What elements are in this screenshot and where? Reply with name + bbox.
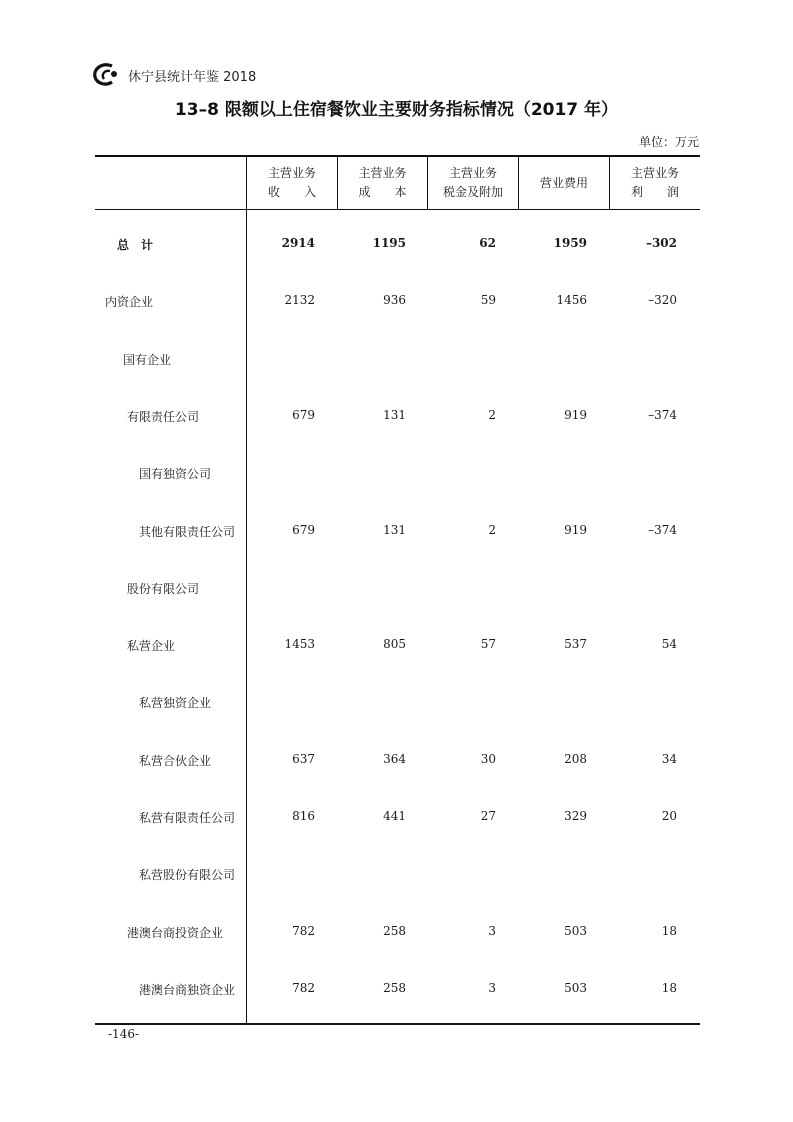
table-cell: 27 [480,809,496,823]
table-cell: 18 [661,923,677,938]
table-row [95,752,700,772]
table-cell: 503 [564,923,587,938]
table-cell: 30 [480,751,496,766]
column-header-line: 税金及附加 [442,185,503,199]
table-row [95,465,700,485]
table-cell: –374 [648,407,677,422]
table-cell: 131 [383,407,406,422]
table-cell: 782 [292,980,315,995]
table-cell: 2914 [281,236,315,250]
table-row [95,866,700,886]
column-header-line: 收 入 [267,185,316,199]
column-header-revenue [247,158,337,208]
table-cell: 2 [488,407,496,422]
table-cell: 1453 [284,637,315,652]
table-cell: 1195 [372,236,406,250]
row-label: 股份有限公司 [127,581,200,596]
table-cell: 2132 [284,293,315,308]
table-cell: 258 [383,980,406,995]
table-cell: 62 [479,236,496,250]
table-row [95,981,700,1001]
row-label: 其他有限责任公司 [139,524,236,539]
table-title: 13–8 限额以上住宿餐饮业主要财务指标情况（2017 年） [174,100,619,120]
row-label: 私营有限责任公司 [139,811,236,825]
table-row [95,408,700,428]
table-row [95,924,700,944]
column-header-line: 成 本 [358,185,407,199]
table-bottom-rule [95,1023,700,1025]
yearbook-logo-icon [92,63,122,87]
table-row [95,351,700,371]
column-header-line: 主营业务 [448,166,497,180]
table-cell: 18 [661,980,677,995]
table-cell: –374 [648,522,677,537]
table-row [95,809,700,829]
row-label: 港澳台商投资企业 [127,925,224,940]
column-header-expenses [519,158,609,208]
column-header-line: 主营业务 [630,166,679,180]
table-cell: 816 [292,809,315,823]
table-cell: 782 [292,923,315,938]
table-row [95,293,700,313]
table-cell: 208 [564,751,587,766]
table-cell: 2 [488,522,496,537]
column-header-line: 主营业务 [267,166,316,180]
column-header-line: 主营业务 [358,166,407,180]
table-cell: 637 [292,751,315,766]
table-row [95,236,700,256]
book-title: 休宁县统计年鉴 2018 [128,69,257,85]
table-cell: 57 [480,637,496,652]
row-label: 国有企业 [123,352,172,367]
table-cell: 503 [564,980,587,995]
table-cell: 3 [488,980,496,995]
row-label: 私营合伙企业 [139,753,212,768]
table-cell: 441 [383,809,406,823]
row-label: 内资企业 [105,295,154,310]
row-label: 私营独资企业 [139,696,212,711]
column-header-profit [610,158,700,208]
row-label: 港澳台商独资企业 [139,982,236,997]
table-cell: 59 [480,293,496,308]
table-cell: 258 [383,923,406,938]
table-cell: –320 [648,293,677,308]
unit-label: 单位：万元 [638,135,699,149]
table-cell: 919 [564,407,587,422]
header-bottom-rule [95,209,700,210]
table-cell: 936 [383,293,406,308]
page-number: -146- [108,1027,140,1041]
table-cell: 131 [383,522,406,537]
row-label: 有限责任公司 [127,409,200,424]
table-row [95,694,700,714]
table-cell: 34 [661,751,677,766]
column-header-line: 利 润 [630,185,679,199]
row-label: 私营企业 [127,639,176,654]
table-row [95,580,700,600]
table-cell: 20 [661,809,677,823]
table-cell: 54 [661,637,677,652]
table-row [95,637,700,657]
table-cell: –302 [645,236,677,250]
table-row [95,523,700,543]
table-cell: 1959 [553,236,587,250]
table-cell: 537 [564,637,587,652]
column-header-cost [338,158,427,208]
column-header-tax [428,158,518,208]
table-cell: 919 [564,522,587,537]
row-label: 总 计 [117,238,154,252]
row-label: 国有独资公司 [139,467,212,482]
table-cell: 679 [292,407,315,422]
row-label: 私营股份有限公司 [139,868,236,883]
table-cell: 805 [383,637,406,652]
page-header [92,62,256,88]
table-cell: 3 [488,923,496,938]
table-cell: 1456 [556,293,587,308]
table-cell: 679 [292,522,315,537]
table-cell: 364 [383,751,406,766]
table-cell: 329 [564,809,587,823]
column-header-line: 营业费用 [539,175,588,190]
